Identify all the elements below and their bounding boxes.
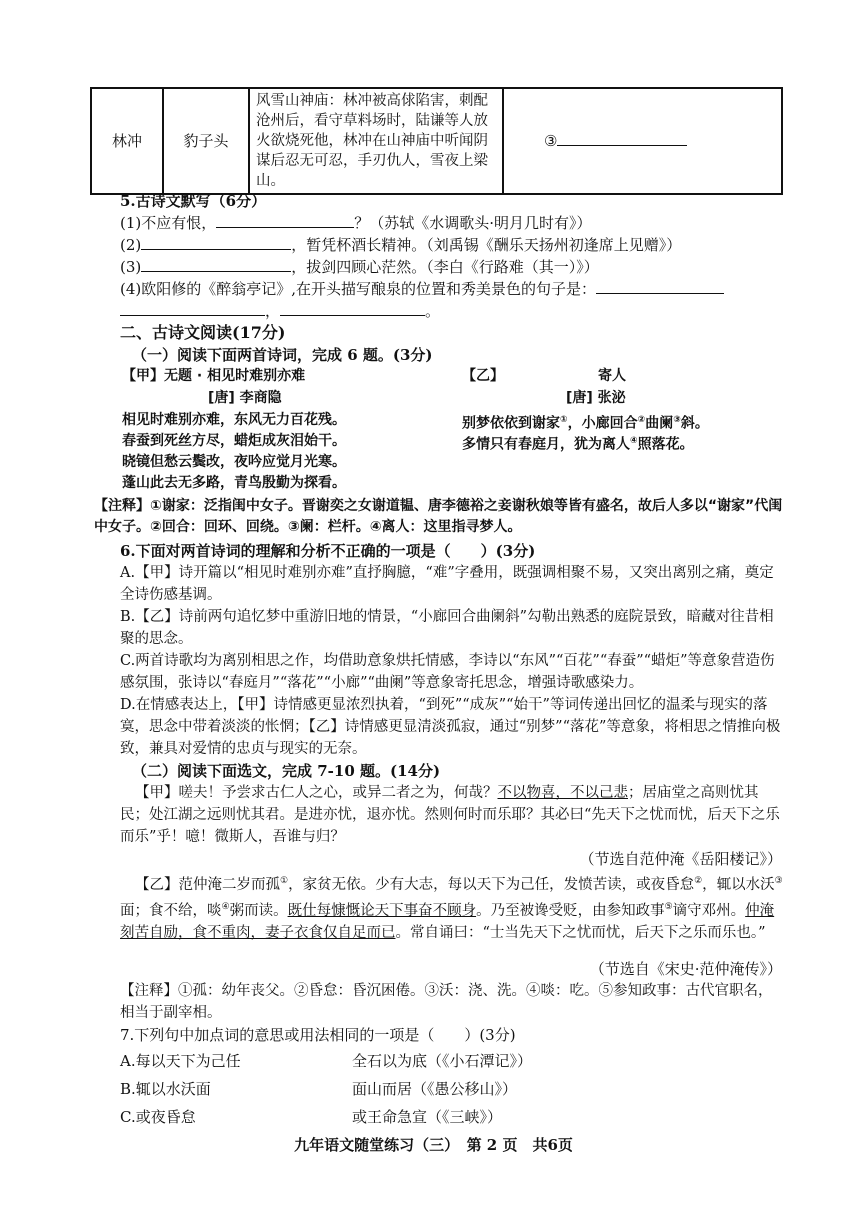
source-2: （节选自《宋史·范仲淹传》） xyxy=(589,960,782,978)
answer-blank[interactable] xyxy=(557,131,687,146)
note-mark: ⑤ xyxy=(664,901,673,912)
q6-option-d: D.在情感表达上，【甲】诗情感更显浓烈执着，“到死”“成灰”“始干”等词传递出回忆的温柔与现实的落寞，思念中带着淡淡的怅惘；【乙】诗情感更显清淡孤寂，通过“别梦”“落花”等意象，将相思之情推向极致，兼具对爱情的忠贞与现实的无奈。 xyxy=(120,697,781,757)
passage-yi xyxy=(120,870,784,944)
passage-text: 【甲】嗟夫！予尝求古仁人之心，或异二者之为，何哉？ xyxy=(135,785,498,801)
passage-text: 谪守邓州。 xyxy=(672,902,746,919)
sub2-title: （二）阅读下面选文，完成 7-10 题。(14分) xyxy=(132,762,441,780)
source-1: （节选自范仲淹《岳阳楼记》） xyxy=(579,850,782,868)
underlined-sentence: 仲淹刻苦自励，食不重肉，妻子衣食仅自足而已 xyxy=(120,902,775,941)
q5-blank1[interactable] xyxy=(216,213,354,228)
q5-line1 xyxy=(120,212,592,234)
underlined-sentence: 不以物喜，不以己悲 xyxy=(497,785,628,801)
q5-blank5[interactable] xyxy=(120,301,265,316)
poemB-title: 寄人 xyxy=(598,368,626,384)
poemA-title: 【甲】无题 · 相见时难别亦难 xyxy=(122,368,306,384)
q5-l3a: (3) xyxy=(120,258,142,276)
q5-l2a: (2) xyxy=(120,236,142,254)
q7-option-a-right: 全石以为底（《小石潭记》） xyxy=(352,1052,533,1070)
q6-stem: 6.下面对两首诗词的理解和分析不正确的一项是（ ）(3分) xyxy=(120,542,536,560)
passage-jia xyxy=(120,782,784,848)
q5-l4c: ， xyxy=(265,302,281,320)
story-cell: 风雪山神庙：林冲被高俅陷害，刺配沧州后，看守草料场时，陆谦等人放火欲烧死他，林冲在山神庙中听闻阴谋后忍无可忍，手刃仇人，雪夜上梁山。 xyxy=(249,88,503,194)
poemB-tag: 【乙】 xyxy=(462,368,504,384)
q5-blank3[interactable] xyxy=(141,257,291,272)
poemB-author: [唐] 张泌 xyxy=(566,390,626,406)
nickname-cell: 豹子头 xyxy=(163,88,249,194)
note-mark: ① xyxy=(280,876,289,886)
note-mark: ④ xyxy=(221,901,230,912)
q5-l4: (4)欧阳修的《醉翁亭记》,在开头描写酿泉的位置和秀美景色的句子是： xyxy=(120,280,597,298)
blank-label: ③ xyxy=(544,132,558,150)
poemB-text: 曲阑 xyxy=(645,415,674,432)
q5-line2 xyxy=(120,234,681,256)
q7-option-b-left: B.辄以水沃面 xyxy=(120,1080,211,1098)
answer-cell xyxy=(503,88,782,194)
passage-note: 【注释】①孤：幼年丧父。②昏怠：昏沉困倦。③沃：浇、洗。④啖：吃。⑤参知政事：古代官职名，相当于副宰相。 xyxy=(120,983,773,1021)
name-cell: 林冲 xyxy=(91,88,163,194)
q5-l2b: ，暂凭杯酒长精神。（刘禹锡《酬乐天扬州初逢席上见赠》） xyxy=(291,236,682,254)
passage-text: 面；食不给，啖 xyxy=(120,902,222,919)
note-mark: ③ xyxy=(774,876,783,886)
note-mark: ③ xyxy=(673,415,681,425)
q5-l1a: (1)不应有恨， xyxy=(120,214,217,232)
note-mark: ④ xyxy=(630,436,638,446)
note-mark: ② xyxy=(694,876,703,886)
passage-text: ；居庙堂之高则忧其民；处江湖之远则忧其君。是进亦忧，退亦忧。然则何时而乐耶？其必曰“先天下之忧而忧，后天下之乐而乐”乎！噫！微斯人，吾谁与归？ xyxy=(120,785,780,845)
page-footer: 九年语文随堂练习（三） 第 2 页 共6页 xyxy=(294,1136,573,1154)
sub1-title: （一）阅读下面两首诗词，完成 6 题。(3分) xyxy=(132,346,433,364)
q7-option-b-right: 面山而居（《愚公移山》） xyxy=(352,1080,518,1098)
q5-blank6[interactable] xyxy=(280,301,425,316)
q6-option-b: B.【乙】诗前两句追忆梦中重游旧地的情景，“小廊回合曲阑斜”勾勒出熟悉的庭院景致，暗藏对往昔相聚的思念。 xyxy=(120,609,774,647)
q5-l3b: ，拔剑四顾心茫然。（李白《行路难（其一）》） xyxy=(291,258,599,276)
q5-line5 xyxy=(120,300,440,322)
poem-note: 【注释】①谢家：泛指闺中女子。晋谢奕之女谢道韫、唐李德裕之妾谢秋娘等皆有盛名，故后人多以“谢家”代闺中女子。②回合：回环、回绕。③阑：栏杆。④离人：这里指寻梦人。 xyxy=(94,498,783,535)
poemA-author: [唐] 李商隐 xyxy=(208,390,282,406)
passage-text: 粥而读。 xyxy=(229,902,288,919)
poemA-line: 蓬山此去无多路，青鸟殷勤为探看。 xyxy=(122,475,346,491)
passage-text: 【乙】范仲淹二岁而孤 xyxy=(135,876,280,893)
q5-line3 xyxy=(120,256,599,278)
passage-text: ，辄以水沃 xyxy=(702,876,775,893)
q5-blank4[interactable] xyxy=(596,279,724,294)
poemB-line2 xyxy=(462,431,694,456)
q7-option-a-left: A.每以天下为己任 xyxy=(120,1052,241,1070)
q7-option-c-right: 或王命急宣（《三峡》） xyxy=(352,1108,503,1126)
note-mark: ② xyxy=(637,415,646,425)
q5-title: 5.古诗文默写（6分） xyxy=(120,192,267,210)
q5-line4 xyxy=(120,278,724,300)
q5-l1b: ？（苏轼《水调歌头·明月几时有》） xyxy=(354,214,592,232)
table-row xyxy=(91,88,782,194)
passage-text: 。乃至被谗受贬，由参知政事 xyxy=(476,902,665,919)
passage-text: 。常自诵曰：“士当先天下之忧而忧，后天下之乐而乐也。” xyxy=(395,924,766,941)
underlined-sentence: 既仕每慷慨论天下事奋不顾身 xyxy=(287,902,477,919)
passage-text: ，家贫无依。少有大志，每以天下为己任，发愤苦读，或夜昏怠 xyxy=(288,876,695,893)
poemB-text: 斜。 xyxy=(680,415,709,432)
poemA-line: 相见时难别亦难，东风无力百花残。 xyxy=(122,412,346,428)
q7-option-c-left: C.或夜昏怠 xyxy=(120,1108,196,1126)
q5-blank2[interactable] xyxy=(141,235,291,250)
poemA-line: 晓镜但愁云鬓改，夜吟应觉月光寒。 xyxy=(122,454,346,470)
poemB-text: 别梦依依到谢家 xyxy=(462,415,560,432)
poemB-text: 多情只有春庭月，犹为离人 xyxy=(462,436,630,453)
note-mark: ① xyxy=(560,415,568,425)
q6-option-a: A.【甲】诗开篇以“相见时难别亦难”直抒胸臆，“难”字叠用，既强调相聚不易，又突出离别之痛，奠定全诗伤感基调。 xyxy=(120,565,774,603)
q7-stem: 7.下列句中加点词的意思或用法相同的一项是（ ）(3分) xyxy=(120,1026,516,1044)
q6-option-c: C.两首诗歌均为离别相思之作，均借助意象烘托情感，李诗以“东风”“百花”“春蚕”“蜡炬”等意象营造伤感氛围，张诗以“春庭月”“落花”“小廊”“曲阑”等意象寄托思念，增强诗歌感染力。 xyxy=(120,653,775,691)
q5-l4d: 。 xyxy=(425,302,441,320)
poemA-line: 春蚕到死丝方尽，蜡炬成灰泪始干。 xyxy=(122,433,346,449)
poemB-text: ，小廊回合 xyxy=(567,415,638,432)
poemB-text: 照落花。 xyxy=(637,436,694,453)
character-table xyxy=(90,87,783,195)
section2-title: 二、古诗文阅读(17分) xyxy=(120,323,286,342)
